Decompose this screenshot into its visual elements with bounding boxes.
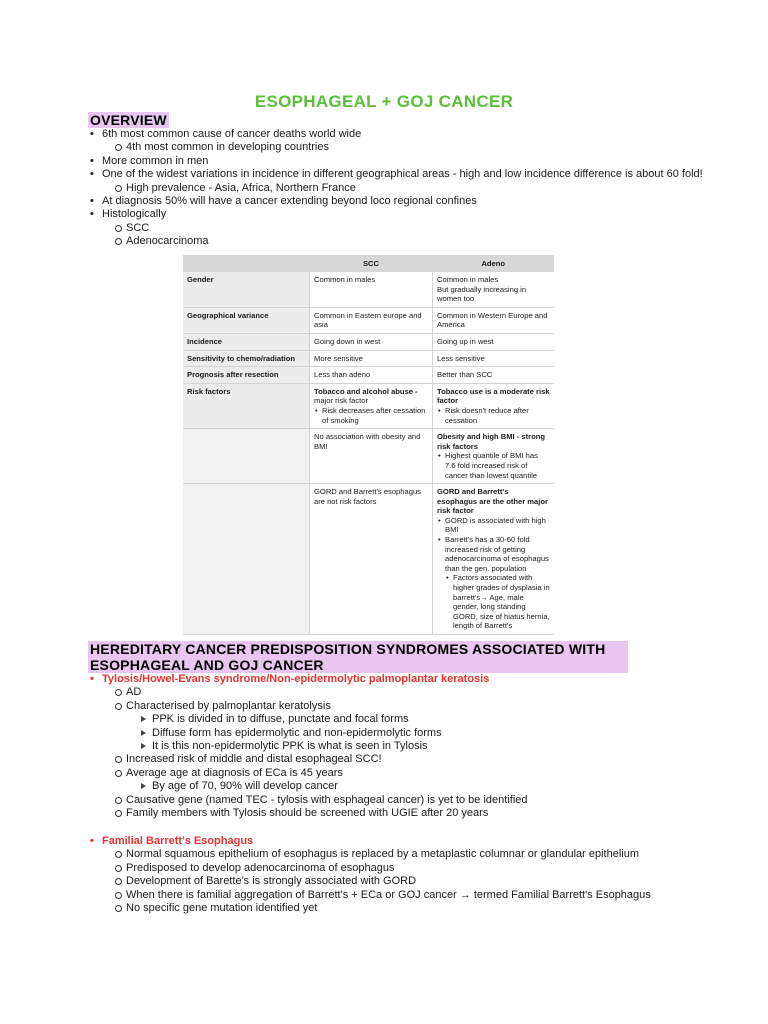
list-item: Family members with Tylosis should be screened with UGIE after 20 years — [88, 807, 528, 820]
list-item: Increased risk of middle and distal esophageal SCC! — [88, 753, 528, 766]
comparison-table — [183, 255, 554, 635]
list-item: Average age at diagnosis of ECa is 45 years — [88, 767, 528, 780]
list-item: Adenocarcinoma — [88, 235, 703, 248]
row-label-empty — [183, 429, 310, 484]
table-row — [183, 333, 554, 350]
cell-scc: Common in males — [310, 272, 433, 307]
cell-adeno — [433, 383, 555, 428]
cell-bold-text: Tobacco and alcohol abuse - — [314, 386, 418, 396]
table-row — [183, 383, 554, 428]
overview-list — [88, 128, 703, 249]
cell-adeno — [433, 484, 555, 635]
cell-adeno: Less sensitive — [433, 350, 555, 367]
cell-bullet: • Highest quantile of BMI has 7.6 fold increased risk of cancer than lowest quantile — [437, 451, 550, 480]
list-item: • Histologically — [88, 208, 703, 221]
row-label: Risk factors — [183, 383, 310, 428]
list-item: AD — [88, 686, 528, 699]
list-item: It is this non-epidermolytic PPK is what is seen in Tylosis — [88, 740, 528, 753]
list-item: Predisposed to develop adenocarcinoma of esophagus — [88, 862, 651, 875]
list-item: • More common in men — [88, 155, 703, 168]
cell-adeno — [433, 272, 555, 307]
page-title: ESOPHAGEAL + GOJ CANCER — [254, 92, 514, 111]
cell-bullet: • Factors associated with higher grades of dysplasia in barrett's→ Age, male gender, long standing GORD, size of hiatus hernia, length of Barrett's — [437, 573, 550, 631]
list-item: • One of the widest variations in incidence in different geographical areas - high and low incidence difference is about 60 fold! — [88, 168, 703, 181]
cell-bullets — [437, 451, 550, 480]
list-item: 4th most common in developing countries — [88, 141, 703, 154]
table-header-adeno: Adeno — [433, 255, 555, 272]
cell-bullet: • GORD is associated with high BMI — [437, 516, 550, 535]
cell-adeno — [433, 429, 555, 484]
overview-heading-text: OVERVIEW — [90, 112, 167, 128]
cell-bullet: • Risk doesn't reduce after cessation — [437, 406, 550, 425]
table-row — [183, 367, 554, 384]
list-item: Normal squamous epithelium of esophagus is replaced by a metaplastic columnar or glandular epithelium — [88, 848, 651, 861]
cell-line: major risk factor — [314, 396, 369, 406]
row-label: Gender — [183, 272, 310, 307]
cell-line: But gradually increasing in women too — [437, 284, 527, 304]
table-row — [183, 484, 554, 635]
cell-line: Common in males — [437, 275, 499, 284]
list-item: When there is familial aggregation of Barrett's + ECa or GOJ cancer → termed Familial Barrett's Esophagus — [88, 889, 651, 902]
cell-scc: No association with obesity and BMI — [310, 429, 433, 484]
list-item: High prevalence - Asia, Africa, Northern France — [88, 182, 703, 195]
list-item: Development of Barette's is strongly associated with GORD — [88, 875, 651, 888]
table-header-scc: SCC — [310, 255, 433, 272]
hereditary-heading-text: HEREDITARY CANCER PREDISPOSITION SYNDROMES ASSOCIATED WITH ESOPHAGEAL AND GOJ CANCER — [88, 641, 628, 673]
list-item: • Tylosis/Howel-Evans syndrome/Non-epidermolytic palmoplantar keratosis — [88, 673, 528, 686]
list-item: By age of 70, 90% will develop cancer — [88, 780, 528, 793]
cell-bullet: • Barrett's has a 30-60 fold increased risk of getting adenocarcinoma of esophagus than the gen. population — [437, 535, 550, 573]
cell-adeno: Better than SCC — [433, 367, 555, 384]
table-header-row — [183, 255, 554, 272]
table-row — [183, 429, 554, 484]
overview-heading — [88, 112, 169, 128]
list-item: • Familial Barrett's Esophagus — [88, 835, 651, 848]
table-header-blank — [183, 255, 310, 272]
list-item: PPK is divided in to diffuse, punctate and focal forms — [88, 713, 528, 726]
cell-adeno: Common in Western Europe and America — [433, 307, 555, 333]
cell-scc: Less than adeno — [310, 367, 433, 384]
barretts-list — [88, 835, 651, 915]
list-item: Diffuse form has epidermolytic and non-epidermolytic forms — [88, 727, 528, 740]
cell-bullets — [437, 516, 550, 631]
cell-bullet: • Risk decreases after cessation of smoking — [314, 406, 428, 425]
cell-scc: Common in Eastern europe and asia — [310, 307, 433, 333]
cell-bullets — [314, 406, 428, 425]
table-row — [183, 307, 554, 333]
cell-adeno: Going up in west — [433, 333, 555, 350]
row-label: Incidence — [183, 333, 310, 350]
cell-bold-text: GORD and Barrett's esophagus are the other major risk factor — [437, 487, 548, 516]
hereditary-heading — [88, 641, 628, 673]
cell-bold-text: Obesity and high BMI - strong risk factors — [437, 432, 545, 451]
cell-scc — [310, 383, 433, 428]
list-item: No specific gene mutation identified yet — [88, 902, 651, 915]
tylosis-list — [88, 673, 528, 820]
table-row — [183, 350, 554, 367]
cell-scc: More sensitive — [310, 350, 433, 367]
list-item: • 6th most common cause of cancer deaths world wide — [88, 128, 703, 141]
cell-bold-text: Tobacco use is a moderate risk factor — [437, 386, 550, 406]
list-item: SCC — [88, 222, 703, 235]
cell-bullets — [437, 406, 550, 425]
table-row — [183, 272, 554, 307]
row-label: Prognosis after resection — [183, 367, 310, 384]
row-label: Geographical variance — [183, 307, 310, 333]
cell-scc: Going down in west — [310, 333, 433, 350]
list-item: Causative gene (named TEC - tylosis with esphageal cancer) is yet to be identified — [88, 794, 528, 807]
row-label-empty — [183, 484, 310, 635]
list-item: • At diagnosis 50% will have a cancer extending beyond loco regional confines — [88, 195, 703, 208]
list-item: Characterised by palmoplantar keratolysis — [88, 700, 528, 713]
row-label: Sensitivity to chemo/radiation — [183, 350, 310, 367]
cell-scc: GORD and Barrett's esophagus are not risk factors — [310, 484, 433, 635]
